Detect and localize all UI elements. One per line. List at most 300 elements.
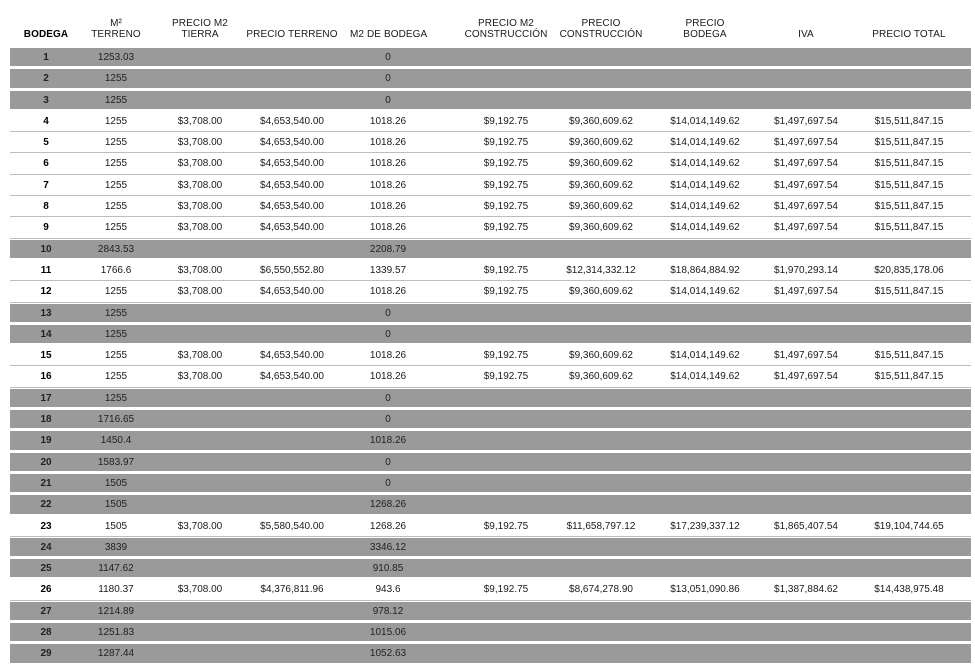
table-cell: 1255 (104, 137, 128, 149)
table-cell: $4,653,540.00 (260, 137, 324, 149)
table-cell: 1505 (104, 477, 128, 489)
table-cell (246, 537, 338, 558)
bodega-number: 6 (43, 158, 49, 170)
table-cell: $14,438,975.48 (874, 584, 944, 596)
table-body (0, 47, 975, 665)
table-cell (760, 47, 852, 68)
table-cell (162, 324, 238, 345)
table-cell (246, 452, 338, 473)
table-cell (658, 601, 752, 622)
table-cell (658, 324, 752, 345)
table-row (0, 643, 975, 664)
table-cell: $15,511,847.15 (874, 179, 944, 191)
header-precio-bodega (658, 18, 752, 40)
table-cell (760, 452, 852, 473)
table-cell (462, 452, 550, 473)
table-cell: 1255 (104, 158, 128, 170)
table-cell: $15,511,847.15 (874, 137, 944, 149)
table-cell: $15,511,847.15 (874, 350, 944, 362)
bodega-number: 8 (43, 201, 49, 213)
table-cell: $9,360,609.62 (569, 222, 633, 234)
table-cell: $11,658,797.12 (566, 520, 636, 532)
table-cell (555, 643, 647, 664)
table-cell (862, 47, 956, 68)
table-cell (162, 622, 238, 643)
bodega-number: 1 (43, 52, 49, 63)
table-cell (162, 388, 238, 409)
table-cell (862, 324, 956, 345)
table-cell (246, 494, 338, 515)
header-label: PRECIO TERRENO (246, 29, 338, 40)
table-cell: 0 (385, 328, 391, 340)
table-row (0, 601, 975, 622)
table-cell: 1180.37 (98, 584, 134, 596)
table-cell: $3,708.00 (177, 201, 223, 213)
bodega-number: 9 (43, 222, 49, 234)
table-row (0, 324, 975, 345)
table-cell (162, 558, 238, 579)
table-cell: $15,511,847.15 (874, 371, 944, 383)
table-cell: 0 (385, 456, 391, 468)
table-cell (555, 90, 647, 111)
table-cell: 0 (385, 307, 391, 319)
table-cell: 1018.26 (369, 350, 407, 362)
table-cell: $14,014,149.62 (670, 201, 740, 213)
header-precio-m2-tierra (162, 18, 238, 40)
table-cell: 978.12 (372, 605, 404, 617)
table-cell: 1253.03 (97, 52, 135, 63)
table-cell (760, 68, 852, 89)
table-row (0, 409, 975, 430)
bodega-number: 17 (40, 392, 52, 404)
table-cell (462, 68, 550, 89)
table-cell: $1,497,697.54 (774, 286, 838, 298)
bodega-number: 15 (40, 350, 52, 362)
table-cell: $3,708.00 (177, 264, 223, 276)
table-row (0, 217, 975, 238)
table-cell: $4,653,540.00 (260, 115, 324, 127)
table-row (0, 111, 975, 132)
table-cell: 1255 (104, 350, 128, 362)
table-cell: $9,360,609.62 (569, 179, 633, 191)
table-cell (462, 239, 550, 260)
table-cell (555, 452, 647, 473)
table-cell (760, 409, 852, 430)
table-cell (760, 622, 852, 643)
table-cell: $15,511,847.15 (874, 222, 944, 234)
table-cell (246, 430, 338, 451)
table-cell: 1018.26 (369, 201, 407, 213)
table-cell (555, 537, 647, 558)
table-cell (658, 643, 752, 664)
table-cell (658, 239, 752, 260)
table-cell (862, 622, 956, 643)
table-cell: $14,014,149.62 (670, 179, 740, 191)
table-cell (760, 430, 852, 451)
table-cell: $14,014,149.62 (670, 222, 740, 234)
table-cell: 1716.65 (97, 414, 135, 426)
table-cell: $9,192.75 (483, 115, 529, 127)
bodega-number: 20 (40, 456, 52, 468)
table-cell: $1,497,697.54 (774, 222, 838, 234)
table-cell (658, 622, 752, 643)
table-cell (862, 90, 956, 111)
table-cell (462, 303, 550, 324)
header-precio-total (862, 29, 956, 40)
table-cell: 3839 (104, 541, 128, 553)
table-cell: 1018.26 (369, 115, 407, 127)
table-cell (862, 239, 956, 260)
table-row (0, 153, 975, 174)
table-cell: $9,192.75 (483, 584, 529, 596)
bodega-number: 3 (43, 94, 49, 106)
table-cell (555, 473, 647, 494)
header-label: M² (110, 18, 122, 29)
table-cell: $9,192.75 (483, 158, 529, 170)
table-cell (862, 558, 956, 579)
table-row (0, 239, 975, 260)
table-cell: $4,653,540.00 (260, 179, 324, 191)
bodega-number: 27 (40, 605, 52, 617)
table-cell (555, 239, 647, 260)
table-cell (162, 430, 238, 451)
table-cell (862, 452, 956, 473)
table-cell: $3,708.00 (177, 115, 223, 127)
table-cell (658, 388, 752, 409)
table-cell: 943.6 (375, 584, 401, 596)
header-label: CONSTRUCCIÓN (464, 29, 548, 40)
table-cell (462, 47, 550, 68)
table-cell (555, 409, 647, 430)
table-cell (162, 303, 238, 324)
table-cell (462, 643, 550, 664)
table-cell (555, 622, 647, 643)
table-row (0, 452, 975, 473)
table-cell: $4,653,540.00 (260, 201, 324, 213)
table-cell: $14,014,149.62 (670, 350, 740, 362)
table-cell: $9,192.75 (483, 520, 529, 532)
table-cell: $6,550,552.80 (260, 264, 324, 276)
table-cell (555, 558, 647, 579)
table-cell: 1450.4 (100, 435, 132, 447)
table-cell: $3,708.00 (177, 584, 223, 596)
header-label: PRECIO (685, 18, 725, 29)
bodega-number: 12 (40, 286, 52, 298)
table-cell: 0 (385, 73, 391, 85)
table-row (0, 579, 975, 600)
table-cell (760, 473, 852, 494)
header-label: IVA (798, 29, 814, 40)
bodega-number: 19 (40, 435, 52, 447)
table-cell: $3,708.00 (177, 222, 223, 234)
header-label: BODEGA (23, 29, 69, 40)
table-cell: 1255 (104, 392, 128, 404)
table-cell (162, 68, 238, 89)
table-cell: $15,511,847.15 (874, 158, 944, 170)
table-cell: 1255 (104, 286, 128, 298)
header-label: BODEGA (683, 29, 727, 40)
header-label: PRECIO (581, 18, 621, 29)
table-cell (760, 494, 852, 515)
table-cell: $3,708.00 (177, 286, 223, 298)
table-cell (246, 68, 338, 89)
table-cell (162, 643, 238, 664)
table-cell: $3,708.00 (177, 350, 223, 362)
table-row (0, 281, 975, 302)
table-cell (555, 601, 647, 622)
table-cell (462, 388, 550, 409)
table-cell: 0 (385, 52, 391, 63)
table-cell (760, 324, 852, 345)
header-label: CONSTRUCCIÓN (559, 29, 643, 40)
table-cell: $4,653,540.00 (260, 350, 324, 362)
table-cell (462, 494, 550, 515)
table-cell (462, 473, 550, 494)
table-cell (658, 430, 752, 451)
table-cell (246, 90, 338, 111)
table-cell: 1255 (104, 307, 128, 319)
table-row (0, 47, 975, 68)
table-cell (246, 388, 338, 409)
table-cell (862, 537, 956, 558)
table-cell: $3,708.00 (177, 137, 223, 149)
table-cell: 910.85 (372, 563, 404, 575)
table-cell: 1018.26 (369, 435, 407, 447)
table-cell (658, 303, 752, 324)
header-m2-terreno (88, 18, 144, 40)
table-row (0, 622, 975, 643)
table-cell: 2843.53 (97, 243, 135, 255)
bodega-number: 14 (40, 328, 52, 340)
bodega-number: 29 (40, 648, 52, 660)
bodega-number: 22 (40, 499, 52, 511)
table-cell: 1505 (104, 520, 128, 532)
table-row (0, 260, 975, 281)
table-cell (162, 239, 238, 260)
table-cell: 1255 (104, 328, 128, 340)
table-cell: 1287.44 (97, 648, 135, 660)
table-cell (246, 473, 338, 494)
table-row (0, 303, 975, 324)
table-cell: $1,387,884.62 (774, 584, 838, 596)
table-cell (760, 303, 852, 324)
table-row (0, 430, 975, 451)
table-cell: $15,511,847.15 (874, 115, 944, 127)
table-cell: 1268.26 (369, 520, 407, 532)
table-cell: $14,014,149.62 (670, 115, 740, 127)
table-cell: $9,192.75 (483, 371, 529, 383)
table-cell (658, 409, 752, 430)
table-cell (555, 494, 647, 515)
table-cell: 3346.12 (369, 541, 407, 553)
table-cell (246, 47, 338, 68)
table-cell: 1255 (104, 371, 128, 383)
table-cell (462, 558, 550, 579)
table-row (0, 132, 975, 153)
table-cell (862, 473, 956, 494)
table-cell: 1018.26 (369, 371, 407, 383)
header-label: TIERRA (181, 29, 219, 40)
table-cell: 1766.6 (100, 264, 132, 276)
table-cell (555, 430, 647, 451)
table-cell: $4,653,540.00 (260, 286, 324, 298)
table-cell (658, 558, 752, 579)
table-cell: $13,051,090.86 (670, 584, 740, 596)
table-row (0, 366, 975, 387)
table-cell (246, 324, 338, 345)
table-cell (555, 68, 647, 89)
table-cell: $3,708.00 (177, 520, 223, 532)
table-cell: 1147.62 (98, 563, 134, 575)
table-cell: $14,014,149.62 (670, 286, 740, 298)
table-cell (862, 430, 956, 451)
table-cell: $1,497,697.54 (774, 158, 838, 170)
header-iva (760, 29, 852, 40)
table-cell: $14,014,149.62 (670, 158, 740, 170)
table-cell: $9,360,609.62 (569, 371, 633, 383)
bodega-number: 10 (40, 243, 52, 255)
table-cell (862, 303, 956, 324)
table-cell: 1255 (104, 73, 128, 85)
table-cell (658, 47, 752, 68)
table-cell: $9,360,609.62 (569, 350, 633, 362)
table-cell: $19,104,744.65 (874, 520, 944, 532)
table-cell (555, 324, 647, 345)
table-cell: $18,864,884.92 (670, 264, 740, 276)
table-cell (760, 239, 852, 260)
table-cell (658, 537, 752, 558)
table-row (0, 558, 975, 579)
table-cell: $3,708.00 (177, 371, 223, 383)
table-cell (760, 388, 852, 409)
bodega-number: 4 (43, 115, 49, 127)
header-label: PRECIO M2 (478, 18, 534, 29)
bodega-number: 23 (40, 520, 52, 532)
header-precio-construccion (555, 18, 647, 40)
table-cell (162, 537, 238, 558)
table-cell: 1255 (104, 94, 128, 106)
table-cell: 1339.57 (369, 264, 407, 276)
table-row (0, 345, 975, 366)
table-row (0, 537, 975, 558)
table-cell (246, 622, 338, 643)
header-precio-terreno (246, 29, 338, 40)
table-row (0, 175, 975, 196)
table-cell (462, 409, 550, 430)
table-cell (555, 388, 647, 409)
table-cell: $15,511,847.15 (874, 201, 944, 213)
table-cell: 1015.06 (369, 627, 407, 639)
table-cell: $14,014,149.62 (670, 137, 740, 149)
table-row (0, 68, 975, 89)
table-cell (246, 601, 338, 622)
table-cell: 2208.79 (369, 243, 407, 255)
table-cell: $15,511,847.15 (874, 286, 944, 298)
table-cell: $9,192.75 (483, 350, 529, 362)
table-cell (658, 473, 752, 494)
bodega-number: 24 (40, 541, 52, 553)
table-cell (462, 622, 550, 643)
table-cell (760, 90, 852, 111)
table-cell: 1018.26 (369, 158, 407, 170)
table-cell: $1,865,407.54 (774, 520, 838, 532)
table-cell (462, 430, 550, 451)
table-cell (162, 473, 238, 494)
table-cell (462, 537, 550, 558)
table-cell (760, 601, 852, 622)
table-cell (760, 558, 852, 579)
header-label: PRECIO M2 (172, 18, 228, 29)
table-cell (658, 90, 752, 111)
bodega-number: 28 (40, 627, 52, 639)
table-cell: 0 (385, 94, 391, 106)
table-cell: 1505 (104, 499, 128, 511)
table-cell: $4,653,540.00 (260, 371, 324, 383)
bodega-number: 18 (40, 414, 52, 426)
table-row (0, 473, 975, 494)
header-label: M2 DE BODEGA (350, 29, 428, 40)
table-cell (246, 239, 338, 260)
table-cell: $1,497,697.54 (774, 137, 838, 149)
table-header (0, 0, 975, 44)
bodega-number: 5 (43, 137, 49, 149)
table-cell (462, 601, 550, 622)
table-cell: $9,192.75 (483, 137, 529, 149)
bodega-number: 13 (40, 307, 52, 319)
table-row (0, 388, 975, 409)
table-cell: $4,653,540.00 (260, 222, 324, 234)
table-cell: $9,192.75 (483, 264, 529, 276)
table-cell: $1,970,293.14 (774, 264, 838, 276)
table-cell: 1255 (104, 115, 128, 127)
table-cell: $4,653,540.00 (260, 158, 324, 170)
table-cell: $9,360,609.62 (569, 201, 633, 213)
bodega-number: 21 (40, 477, 52, 489)
table-cell: 0 (385, 392, 391, 404)
table-cell: 1018.26 (369, 286, 407, 298)
table-cell (246, 409, 338, 430)
bodega-number: 26 (40, 584, 52, 596)
table-cell (462, 324, 550, 345)
table-row (0, 196, 975, 217)
bodega-number: 7 (43, 179, 49, 191)
bodega-number: 2 (43, 73, 49, 85)
header-label: TERRENO (91, 29, 141, 40)
table-cell: $9,192.75 (483, 179, 529, 191)
table-cell (862, 409, 956, 430)
table-cell: $5,580,540.00 (260, 520, 324, 532)
table-cell: 0 (385, 414, 391, 426)
bodega-number: 11 (40, 264, 52, 276)
table-cell: $3,708.00 (177, 179, 223, 191)
table-cell: $1,497,697.54 (774, 350, 838, 362)
table-cell (246, 643, 338, 664)
table-cell (658, 68, 752, 89)
table-row (0, 494, 975, 515)
table-cell (162, 452, 238, 473)
table-cell: 1018.26 (369, 222, 407, 234)
bodega-number: 16 (40, 371, 52, 383)
table-cell (162, 601, 238, 622)
header-precio-m2-construccion (462, 18, 550, 40)
table-cell (246, 558, 338, 579)
table-cell (760, 537, 852, 558)
table-cell: 1583.97 (97, 456, 135, 468)
table-cell (862, 643, 956, 664)
bodega-number: 25 (40, 563, 52, 575)
table-cell (462, 90, 550, 111)
table-cell (162, 494, 238, 515)
